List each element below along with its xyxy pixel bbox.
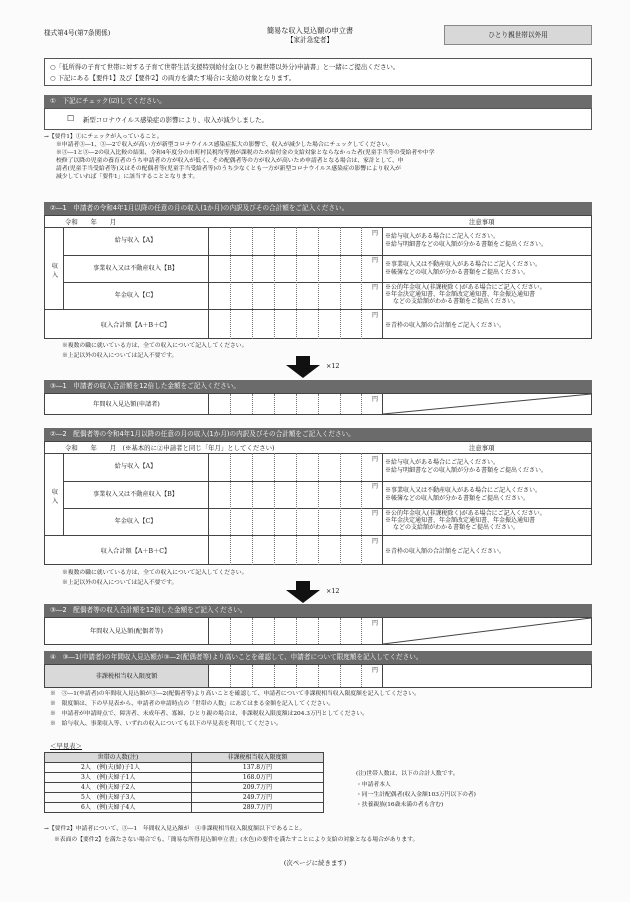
req1-line-5: 請者(児童手当受給者等)又はその配偶者等(児童手当受給者等)のうち少なくとも一方が新型コロナウイルス感染症の影響により収入が (56, 166, 401, 172)
limit-note-4: ※ 給与収入、事業収入等、いずれの収入についても以下の早見表を利用してください。 (50, 721, 282, 727)
applicant-pension-yen: 円 (372, 284, 379, 291)
applicant-pension-input[interactable] (210, 283, 380, 308)
spouse-annual-input[interactable] (210, 619, 380, 643)
section-3-1-bar: ③―1 申請者の収入合計額を12倍した金額をご記入ください。 (44, 380, 592, 393)
table-row: 2人 (例)夫(婦)子1人 137.8万円 (45, 763, 324, 773)
covid-checkbox[interactable]: ☐ (67, 114, 75, 123)
spouse-income-table (44, 441, 592, 565)
spouse-salary-label: 給与収入【A】 (114, 463, 157, 470)
limit-note-1: ※ ③―1(申請者)の年間収入見込額が③―2(配偶者等)より高いことを確認して、申請者について非課税相当収入限度額を記入してください。 (50, 691, 420, 697)
spouse-business-note-2: ※帳簿などの収入額が分かる書類をご提出ください。 (385, 495, 530, 502)
req1-line-3: ※③―1と③―2の収入比較の結果、令和4年度分の市町村民税均等割が課税のため給付金の支給対象とならなかった者(児童手当等の受給者や中学 (56, 150, 435, 156)
table-row: 5人 (例)夫婦子3人 249.7万円 (45, 793, 324, 803)
limit-row (44, 664, 592, 688)
diagonal-strike (383, 618, 591, 644)
table-row: 3人 (例)夫婦子1人 168.0万円 (45, 773, 324, 783)
applicant-business-note-1: ※事業収入又は不動産収入がある場合にご記入ください。 (385, 261, 542, 268)
section-2-2-bar: ②―2 配偶者等の令和4年1月以降の任意の月の収入(1か月)の内訳及びその合計額をご記入ください。 (44, 428, 592, 441)
limit-yen: 円 (372, 667, 379, 674)
req2-line-2: ※表面の【要件2】を満たさない場合でも、「簡易な所得見込額申立書」(水色)の要件を満たすことにより支給の対象となる場合があります。 (54, 837, 419, 843)
applicant-total-yen: 円 (372, 312, 379, 319)
applicant-notes-head: 注意事項 (469, 218, 495, 226)
req1-line-6: 減少していれば「要件1」に該当することとなります。 (56, 174, 199, 180)
limit-label: 非課税相当収入限度額 (95, 673, 158, 680)
quick-table (44, 752, 324, 813)
spouse-business-label: 事業収入又は不動産収入【B】 (93, 491, 178, 498)
quick-table-head-2: 非課税相当収入限度額 (192, 753, 324, 763)
section-1-box (44, 108, 592, 130)
spouse-side-label: 収入 (51, 489, 59, 505)
section-1-bar: ① 下記にチェック(☑)してください。 (44, 95, 592, 108)
table-row: 4人 (例)夫婦子2人 209.7万円 (45, 783, 324, 793)
spouse-pension-note-2: ※年金決定通知書、年金額改定通知書、年金振込通知書 (385, 517, 536, 524)
spouse-foot-1: ※複数の職に就いている方は、全ての収入について記入してください。 (62, 570, 248, 576)
spouse-pension-note-1: ※公的年金収入(非課税除く)がある場合にご記入ください。 (385, 510, 546, 517)
form-subtitle: 【家計急変者】 (286, 36, 334, 44)
applicant-salary-note-2: ※給与明細書などの収入額が分かる書類をご提出ください。 (385, 241, 548, 248)
spouse-annual-row (44, 617, 592, 645)
quick-table-head-1: 世帯の人数(注) (45, 753, 192, 763)
applicant-pension-label: 年金収入【C】 (114, 292, 157, 299)
spouse-business-note-1: ※事業収入又は不動産収入がある場合にご記入ください。 (385, 487, 542, 494)
household-type-tag: ひとり親世帯以外用 (444, 25, 592, 45)
req2-line-1: →【要件2】申請者について、③―1 年間収入見込額が ④非課税相当収入限度額以下であること。 (44, 826, 306, 832)
applicant-total-label: 収入合計額【A＋B＋C】 (100, 322, 171, 329)
intro-line-1: ○「低所得の子育て世帯に対する子育て世帯生活支援特別給付金(ひとり親世帯以外分)申請書」と一緒にご提出ください。 (50, 63, 400, 71)
spouse-salary-yen: 円 (372, 456, 379, 463)
applicant-business-yen: 円 (372, 257, 379, 264)
intro-line-2: ○ 下記にある【要件1】及び【要件2】の両方を満たす場合に支給の対象となります。 (50, 74, 296, 82)
applicant-salary-input[interactable] (210, 228, 380, 254)
spouse-foot-2: ※上記以外の収入については記入不要です。 (62, 580, 178, 586)
applicant-pension-note-3: などの支給額がわかる書類をご提出ください。 (393, 298, 520, 305)
applicant-period: 令和 年 月 (65, 218, 117, 226)
household-note-2: ・同一生計配偶者(収入金額103万円以下の者) (356, 792, 476, 798)
applicant-income-table (44, 215, 592, 339)
applicant-total-input[interactable] (210, 310, 380, 338)
spouse-period: 令和 年 月 (※基本的に②申請者と同じ「年月」としてください) (65, 444, 275, 452)
spouse-pension-input[interactable] (210, 509, 380, 534)
applicant-times-12: ×12 (326, 362, 340, 370)
applicant-foot-1: ※複数の職に就いている方は、全ての収入について記入してください。 (62, 343, 248, 349)
spouse-times-12: ×12 (326, 587, 340, 595)
household-note-3: ・扶養親族(16歳未満の者も含む) (356, 802, 444, 808)
applicant-side-label: 収入 (51, 263, 59, 279)
section-3-2-bar: ③―2 配偶者等の収入合計額を12倍した金額をご記入ください。 (44, 604, 592, 617)
intro-box (44, 58, 592, 86)
spouse-total-label: 収入合計額【A＋B＋C】 (100, 548, 171, 555)
table-row: 6人 (例)夫婦子4人 289.7万円 (45, 803, 324, 813)
diagonal-strike (383, 394, 591, 414)
applicant-foot-2: ※上記以外の収入については記入不要です。 (62, 353, 178, 359)
form-title: 簡易な収入見込額の申立書 (266, 26, 354, 35)
limit-input[interactable] (210, 666, 380, 686)
spouse-business-input[interactable] (210, 482, 380, 507)
section-2-1-bar: ②―1 申請者の令和4年1月以降の任意の月の収入(1か月)の内訳及びその合計額をご記入ください。 (44, 202, 592, 215)
spouse-pension-yen: 円 (372, 510, 379, 517)
req1-line-2: ※申請者③―1、③―2で収入が高い方が新型コロナウイルス感染症拡大の影響で、収入が減少した場合にチェックしてください。 (56, 142, 394, 148)
form-number: 様式第4号(第7条関係) (44, 29, 111, 37)
req1-line-4: 校修了以降の児童の養育者のうち申請者の方が収入が低く、その配偶者等の方が収入が高いため申請者となる場合は、家計として、申 (56, 158, 404, 164)
quick-table-title: ＜早見表＞ (50, 742, 82, 750)
applicant-salary-label: 給与収入【A】 (114, 237, 157, 244)
limit-note-3: ※ 申請者が申請時点で、障害者、未成年者、寡婦、ひとり親の場合は、非課税収入限度額は204.3万円としてください。 (50, 711, 368, 717)
spouse-annual-yen: 円 (372, 620, 379, 627)
applicant-annual-yen: 円 (372, 396, 379, 403)
spouse-pension-note-3: などの支給額がわかる書類をご提出ください。 (393, 524, 520, 531)
spouse-total-note: ※青枠の収入額の合計額をご記入ください。 (385, 548, 506, 555)
spouse-business-yen: 円 (372, 483, 379, 490)
applicant-salary-yen: 円 (372, 230, 379, 237)
applicant-business-note-2: ※帳簿などの収入額が分かる書類をご提出ください。 (385, 269, 530, 276)
spouse-annual-label: 年間収入見込額(配偶者等) (90, 628, 163, 635)
spouse-total-yen: 円 (372, 538, 379, 545)
spouse-salary-note-1: ※給与収入がある場合にご記入ください。 (385, 459, 500, 466)
applicant-annual-label: 年間収入見込額(申請者) (93, 401, 160, 408)
household-note-1: ・申請者本人 (356, 782, 391, 788)
spouse-salary-input[interactable] (210, 454, 380, 480)
covid-check-label: 新型コロナウイルス感染症の影響により、収入が減少しました。 (83, 116, 268, 124)
applicant-pension-note-1: ※公的年金収入(非課税除く)がある場合にご記入ください。 (385, 284, 546, 291)
applicant-business-label: 事業収入又は不動産収入【B】 (93, 265, 178, 272)
spouse-pension-label: 年金収入【C】 (114, 518, 157, 525)
applicant-salary-note-1: ※給与収入がある場合にご記入ください。 (385, 233, 500, 240)
spouse-salary-note-2: ※給与明細書などの収入額が分かる書類をご提出ください。 (385, 467, 548, 474)
applicant-business-input[interactable] (210, 256, 380, 281)
applicant-pension-note-2: ※年金決定通知書、年金額改定通知書、年金振込通知書 (385, 291, 536, 298)
applicant-total-note: ※青枠の収入額の合計額をご記入ください。 (385, 322, 506, 329)
applicant-annual-row (44, 393, 592, 415)
spouse-total-input[interactable] (210, 536, 380, 564)
req1-line-1: →【要件1】①にチェックが入っていること。 (44, 134, 163, 140)
spouse-notes-head: 注意事項 (469, 444, 495, 452)
down-arrow-icon (286, 356, 320, 378)
limit-note-2: ※ 限度額は、下の早見表から、申請者の申請時点の「世帯の人数」にあてはまる金額を記入してください。 (50, 701, 335, 707)
household-note-head: (注)世帯人数は、以下の合計人数です。 (356, 771, 459, 777)
continue-note: (次ページに続きます) (283, 859, 347, 867)
down-arrow-icon (286, 581, 320, 603)
applicant-annual-input[interactable] (210, 395, 380, 413)
section-4-bar: ④ ③―1(申請者)の年間収入見込額が③―2(配偶者等)より高いことを確認して、申請者について限度額を記入してください。 (44, 651, 592, 664)
